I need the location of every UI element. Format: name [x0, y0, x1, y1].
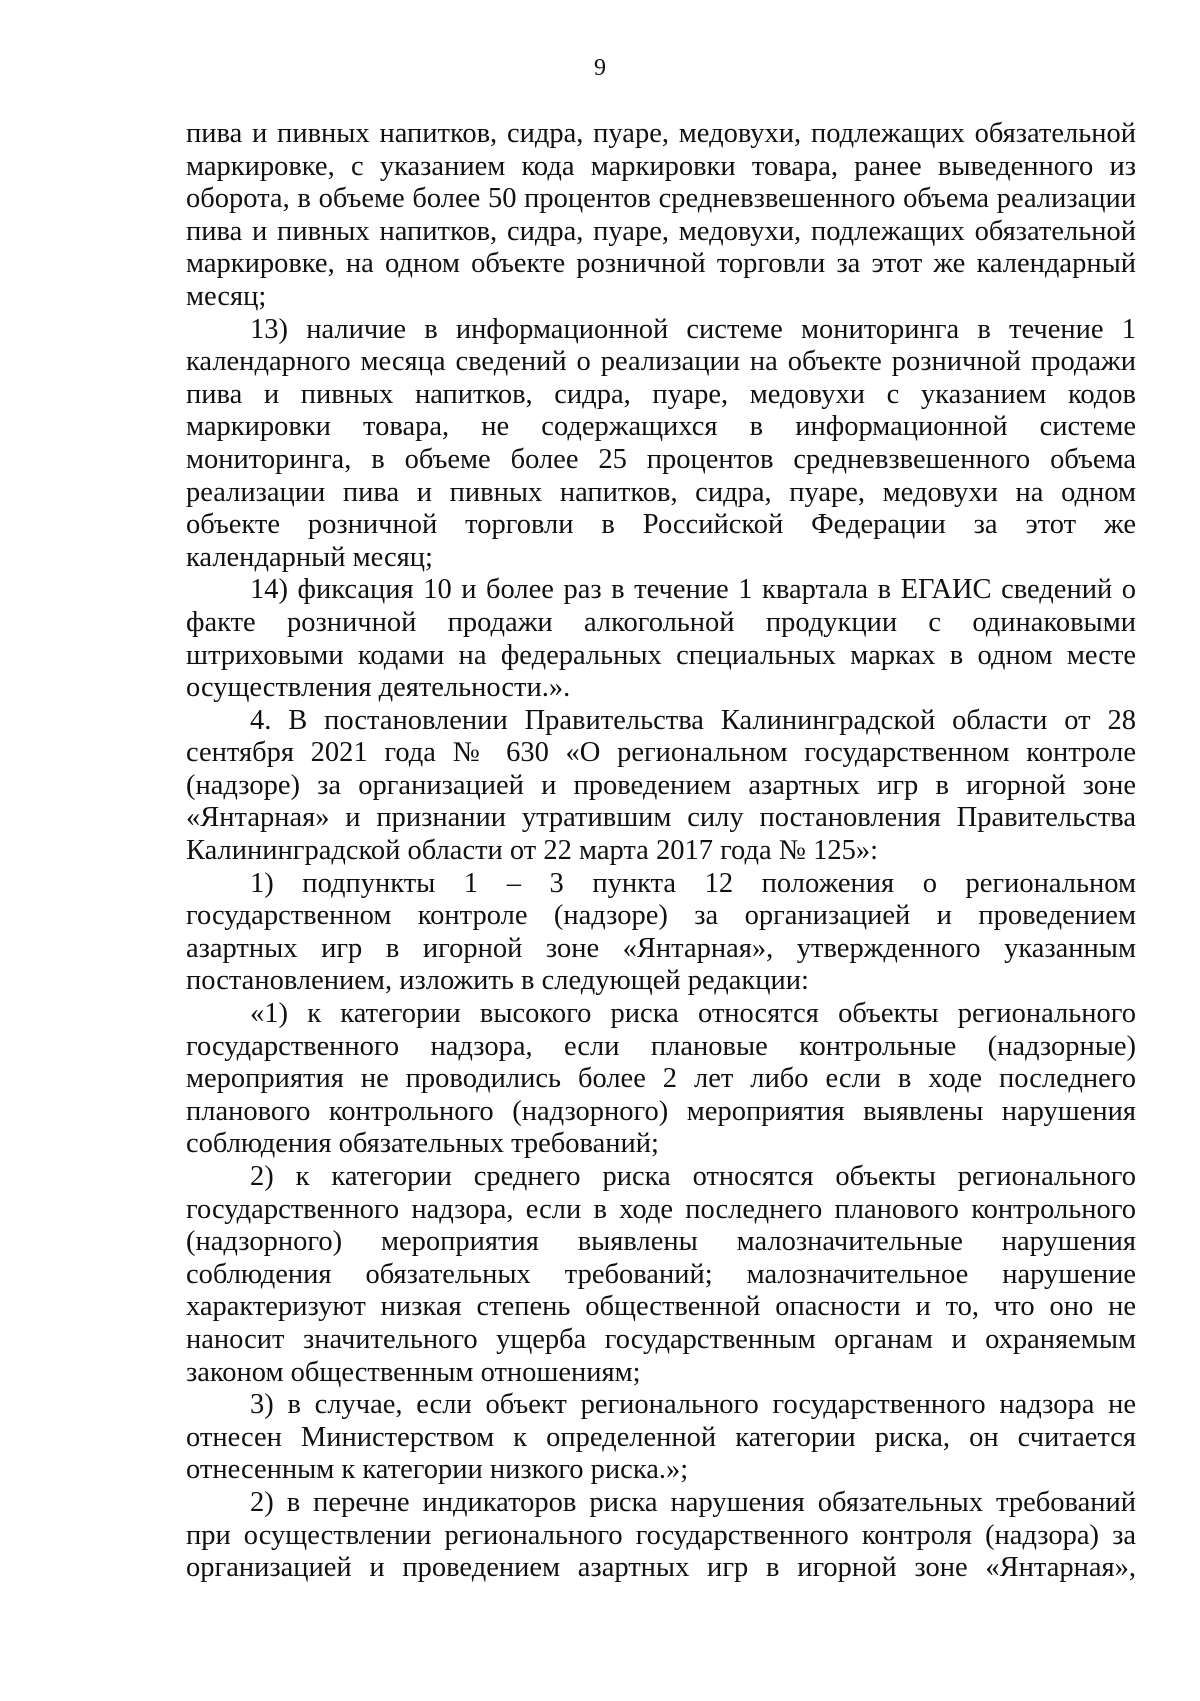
paragraph: 2) в перечне индикаторов риска нарушения обязательных требований при осуществлении регионального государственного контроля (надзора) за организацией и проведением азартных игр в игорной зоне «Янтарная», — [186, 1486, 1136, 1584]
paragraph: 1) подпункты 1 – 3 пункта 12 положения о региональном государственном контроле (надзоре) за организацией и проведением азартных игр в игорной зоне «Янтарная», утвержденного указанным постановлением, изложить в следующей редакции: — [186, 867, 1136, 997]
paragraph: «1) к категории высокого риска относятся объекты регионального государственного надзора, если плановые контрольные (надзорные) мероприятия не проводились более 2 лет либо если в ходе последнего планового контрольного (надзорного) мероприятия выявлены нарушения соблюдения обязательных требований; — [186, 998, 1136, 1160]
document-body — [186, 118, 1136, 1585]
paragraph: пива и пивных напитков, сидра, пуаре, медовухи, подлежащих обязательной маркировке, с указанием кода маркировки товара, ранее выведенного из оборота, в объеме более 50 процентов средневзвешенного объема реализации пива и пивных напитков, сидра, пуаре, медовухи, подлежащих обязательной маркировке, на одном объекте розничной торговли за этот же календарный месяц; — [186, 118, 1136, 312]
paragraph: 4. В постановлении Правительства Калининградской области от 28 сентября 2021 года № 630 «О региональном государственном контроле (надзоре) за организацией и проведением азартных игр в игорной зоне «Янтарная» и признании утратившим силу постановления Правительства Калининградской области от 22 марта 2017 года № 125»: — [186, 704, 1136, 867]
paragraph: 2) к категории среднего риска относятся объекты регионального государственного надзора, если в ходе последнего планового контрольного (надзорного) мероприятия выявлены малозначительные нарушения соблюдения обязательных требований; малозначительное нарушение характеризуют низкая степень общественной опасности и то, что оно не наносит значительного ущерба государственным органам и охраняемым законом общественным отношениям; — [186, 1161, 1136, 1388]
page-number: 9 — [594, 55, 606, 81]
paragraph: 13) наличие в информационной системе мониторинга в течение 1 календарного месяца сведений о реализации на объекте розничной продажи пива и пивных напитков, сидра, пуаре, медовухи с указанием кодов маркировки товара, не содержащихся в информационной системе мониторинга, в объеме более 25 процентов средневзвешенного объема реализации пива и пивных напитков, сидра, пуаре, медовухи на одном объекте розничной торговли в Российской Федерации за этот же календарный месяц; — [186, 313, 1136, 573]
paragraph: 14) фиксация 10 и более раз в течение 1 квартала в ЕГАИС сведений о факте розничной продажи алкогольной продукции с одинаковыми штриховыми кодами на федеральных специальных марках в одном месте осуществления деятельности.». — [186, 574, 1136, 704]
paragraph: 3) в случае, если объект регионального государственного надзора не отнесен Министерством к определенной категории риска, он считается отнесенным к категории низкого риска.»; — [186, 1389, 1136, 1486]
